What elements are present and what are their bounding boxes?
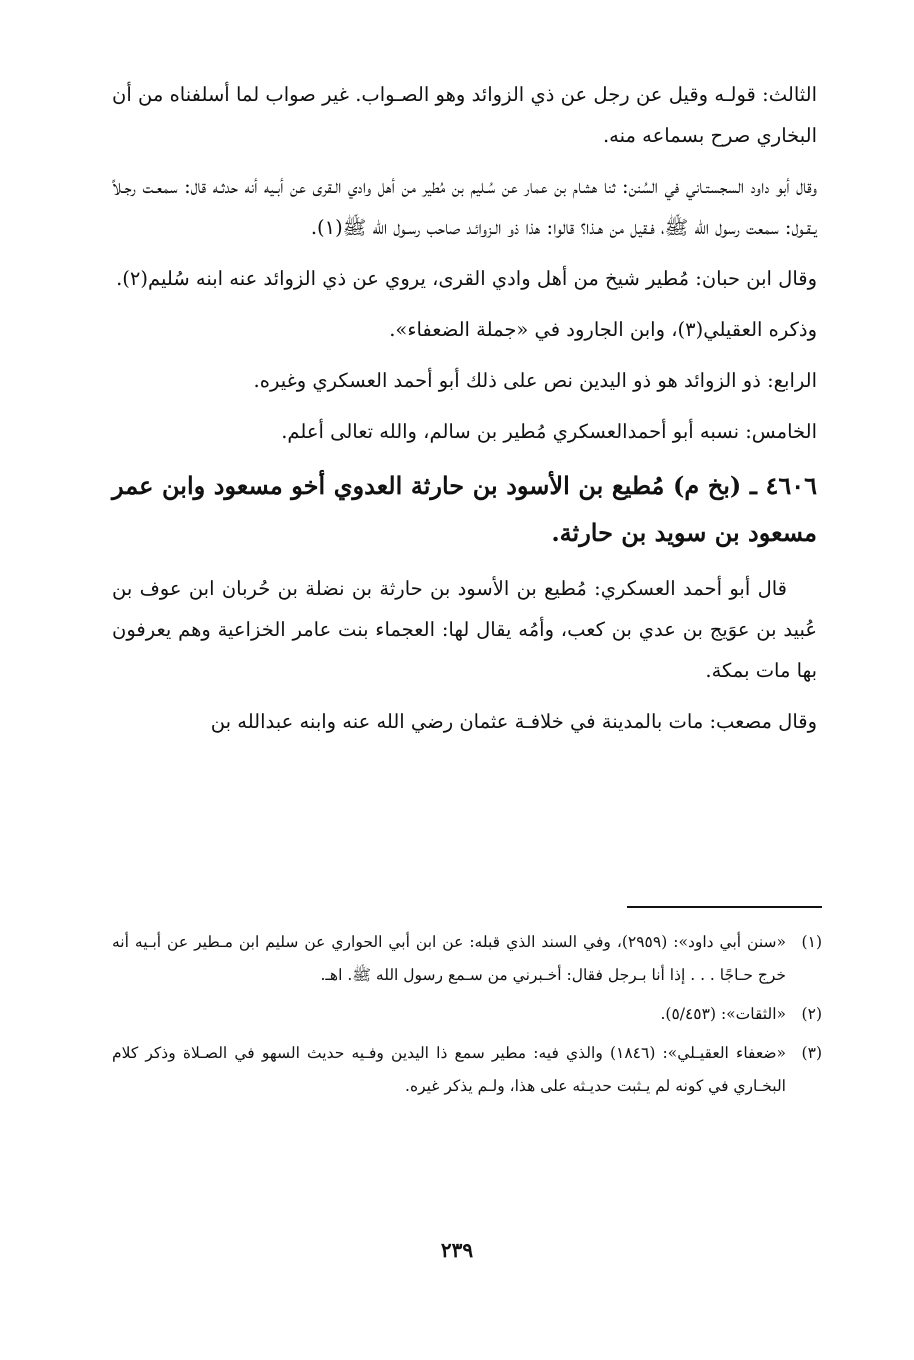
paragraph-askari: قال أبو أحمد العسكري: مُطيع بن الأسود بن حارثة بن نضلة بن حُربان ابن عوف بن عُبيد بن عوَيج بن عدي بن كعب، وأمُه يقال لها: العجماء بنت عامر الخزاعية وهم يعرفون بها مات بمكة. [112, 577, 817, 682]
footnote-text: «ضعفاء العقيـلي»: (١٨٤٦) والذي فيه: مطير سمع ذا اليدين وفـيه حديث السهو في الصـلاة وذكر كلام البخـاري في كونه لم يـثبت حديـثه على هذا، ولـم يذكر غيره. [112, 1044, 786, 1095]
paragraph-fourth-point: الرابع: ذو الزوائد هو ذو اليدين نص على ذلك أبو أحمد العسكري وغيره. [253, 369, 817, 392]
footnote-text: «سنن أبي داود»: (٢٩٥٩)، وفي السند الذي قبله: عن ابن أبي الحواري عن سليم ابن مـطير عن أبـيه أنه خرج حـاجًا . . . إذا أنا بـرجل فقال: أخـبرني من سـمع رسول الله ﷺ. اهـ. [112, 933, 787, 984]
footnote-item [112, 1037, 822, 1103]
main-text-block [112, 74, 817, 752]
footnote-number: (٢) [801, 1005, 822, 1023]
footnote-number: (١) [801, 933, 822, 951]
paragraph-abu-dawud: وقال أبو داود السجستـاني في السُنن: ثنا هشام بن عمار عن سُـليم بن مُطير من أهل وادي الـقرى عن أبـيه أنه حدثـه قال: سمعـت رجـلاً يـقـول: سمعت رسول الله ﷺ، فـقيل من هـذا؟ قالوا: هذا ذو الـزوائـد صاحب رسـول الله ﷺ(١). [112, 175, 817, 239]
entry-heading: ٤٦٠٦ ـ (بخ م) مُطيع بن الأسود بن حارثة العدوي أخو مسعود وابن عمر مسعود بن سويد بن حارثة. [112, 471, 817, 547]
paragraph-third-point: الثالث: قولـه وقيل عن رجل عن ذي الزوائد وهو الصـواب. غير صواب لما أسلفناه من أن البخاري صرح بسماعه منه. [112, 83, 817, 147]
page-number: ٢٣٩ [440, 1238, 474, 1262]
paragraph-musab: وقال مصعب: مات بالمدينة في خلافـة عثمان رضي الله عنه وابنه عبدالله بن [210, 710, 817, 733]
paragraph-uqaili: وذكره العقيلي(٣)، وابن الجارود في «جملة الضعفاء». [389, 318, 817, 341]
paragraph-fifth-point: الخامس: نسبه أبو أحمدالعسكري مُطير بن سالم، والله تعالى أعلم. [281, 420, 817, 443]
footnote-text: «الثقات»: (٥/٤٥٣). [660, 1005, 786, 1023]
paragraph-ibn-hibban: وقال ابن حبان: مُطير شيخ من أهل وادي القرى، يروي عن ذي الزوائد عنه ابنه سُليم(٢). [116, 267, 817, 290]
footnotes-block [112, 926, 822, 1109]
footnote-number: (٣) [801, 1044, 822, 1062]
footnote-item [112, 998, 822, 1031]
footnote-item [112, 926, 822, 992]
footnote-divider [627, 906, 822, 908]
